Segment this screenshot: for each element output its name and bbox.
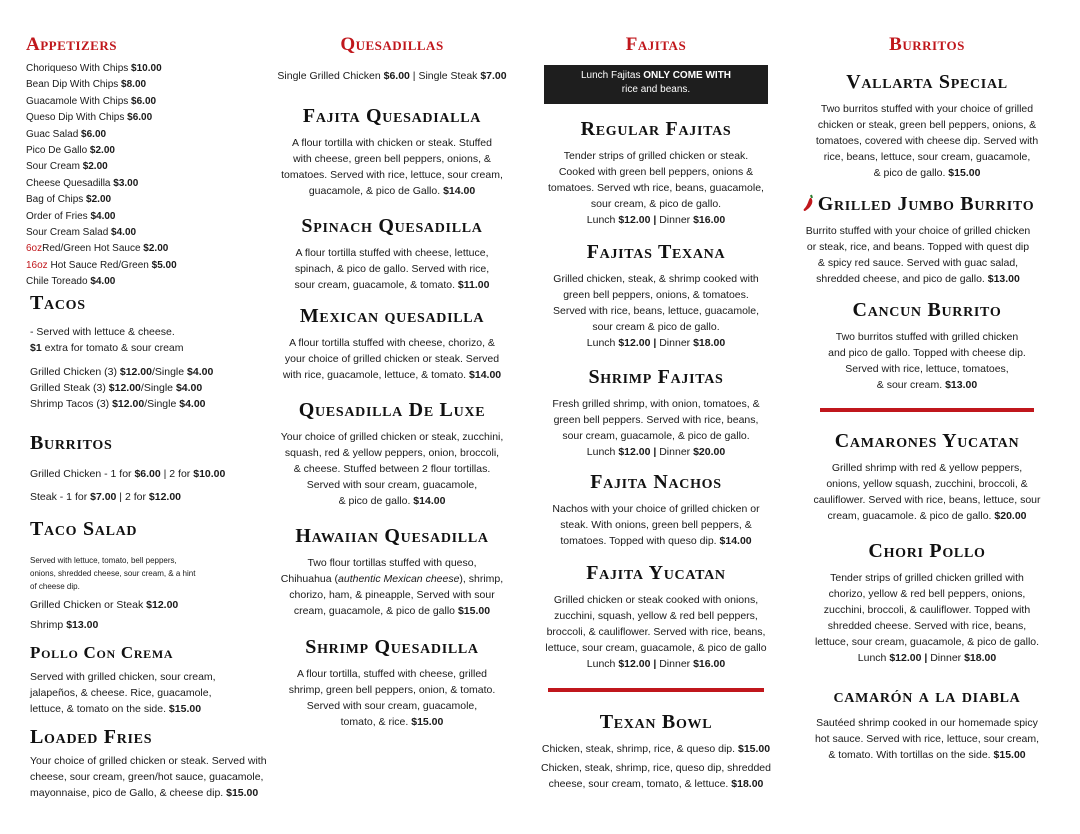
list-item: Guac Salad $6.00	[26, 128, 107, 140]
item-desc: A flour tortilla with chicken or steak. Stuffed with cheese, green bell peppers, onions, & tomatoes. Served with rice, lettuce, sour cream, guacamole, & pico de Gallo. $14.00	[281, 137, 503, 197]
list-item: Guacamole With Chips $6.00	[26, 95, 157, 107]
column-appetizers	[26, 0, 276, 834]
item-desc: Tender strips of grilled chicken or steak. Cooked with green bell peppers, onions & tomatoes. Served wth rice, beans, guacamole, sour cream, & pico de gallo. Lunch $12.00 | Dinner $16.00	[548, 150, 764, 226]
list-item: Sour Cream Salad $4.00	[26, 227, 137, 239]
item-desc: Sautéed shrimp cooked in our homemade spicy hot sauce. Served with rice, lettuce, sour cream, & tomato. With tortillas on the side. $15.00	[814, 717, 1040, 761]
item-title: Fajita Nachos	[590, 471, 722, 493]
menu-item-hawaiian-quesadilla	[270, 523, 514, 619]
quesadillas-heading: Quesadillas	[340, 34, 444, 55]
list-item: Grilled Chicken (3) $12.00/Single $4.00	[30, 366, 214, 378]
desc-line: of cheese dip.	[30, 582, 80, 591]
menu-item-texan-bowl	[536, 709, 776, 792]
menu-item-fajitas-texana	[538, 239, 774, 351]
column-burritos-specials	[804, 0, 1050, 834]
list-item: Sour Cream $2.00	[26, 161, 108, 173]
menu-item-vallarta-special	[804, 69, 1050, 181]
list-item: Grilled Steak (3) $12.00/Single $4.00	[30, 382, 203, 394]
section-divider	[820, 408, 1034, 412]
item-desc: Two burritos stuffed with grilled chicken and pico de gallo. Topped with cheese dip. Served with rice, lettuce, tomatoes, & sour cream. $13.00	[828, 331, 1026, 391]
item-desc: Chicken, steak, shrimp, rice, & queso dip. $15.00 Chicken, steak, shrimp, rice, queso dip, shredded cheese, sour cream, tomato, & lettuce. $18.00	[541, 743, 771, 790]
list-item: Choriqueso With Chips $10.00	[26, 63, 162, 74]
item-desc: A flour tortilla, stuffed with cheese, grilled shrimp, green bell peppers, onion, & tomato. Served with sour cream, guacamole, tomato, & rice. $15.00	[288, 668, 496, 728]
menu-item-fajita-quesadilla	[270, 103, 514, 199]
item-title: Shrimp Fajitas	[588, 366, 724, 388]
fajitas-heading: Fajitas	[625, 34, 687, 55]
lunch-fajitas-banner: Lunch Fajitas ONLY COME WITH rice and beans.	[544, 65, 768, 104]
desc-line: onions, shredded cheese, sour cream, & a hint	[30, 569, 196, 578]
desc-line: lettuce, & tomato on the side. $15.00	[30, 703, 202, 715]
tacos-list	[30, 364, 280, 412]
item-desc: Grilled chicken or steak cooked with onions, zucchini, squash, yellow & red bell peppers, broccoli, & cauliflower. Served with rice, beans, lettuce, sour cream, guacamole, & pico de gallo Lunch $12.00 | Dinner $16.00	[545, 594, 767, 670]
list-item: Bean Dip With Chips $8.00	[26, 79, 147, 91]
burritos-specials-heading: Burritos	[889, 34, 965, 55]
quesadillas-single-prices: Single Grilled Chicken $6.00 | Single Steak $7.00	[277, 70, 507, 82]
item-desc: A flour tortilla stuffed with cheese, lettuce, spinach, & pico de gallo. Served with rice, sour cream, guacamole, & tomato. $11.00	[294, 247, 490, 291]
item-title: Fajita Yucatan	[586, 562, 726, 584]
burritos-steak-line: Steak - 1 for $7.00 | 2 for $12.00	[30, 491, 182, 503]
menu-item-camaron-a-la-diabla	[804, 683, 1050, 763]
loaded-fries-desc	[30, 753, 280, 801]
item-title: Chori Pollo	[868, 540, 986, 562]
burritos-heading: Burritos	[30, 432, 113, 454]
item-title: Cancun Burrito	[852, 299, 1002, 321]
list-item: Pico De Gallo $2.00	[26, 145, 115, 157]
item-desc: Fresh grilled shrimp, with onion, tomatoes, & green bell peppers. Served with rice, beans, sour cream, guacamole, & pico de gallo. Lunch $12.00 | Dinner $20.00	[552, 398, 760, 458]
item-title: Fajita Quesadialla	[302, 105, 482, 127]
menu-item-camarones-yucatan	[798, 428, 1056, 524]
desc-line: Served with grilled chicken, sour cream,	[30, 671, 216, 683]
list-item: Bag of Chips $2.00	[26, 194, 112, 206]
section-divider	[548, 688, 764, 692]
item-title: Quesadilla De Luxe	[298, 399, 486, 421]
appetizers-heading: Appetizers	[26, 34, 117, 55]
menu-item-mexican-quesadilla	[270, 303, 514, 383]
column-quesadillas	[270, 0, 514, 834]
item-desc: Two flour tortillas stuffed with queso, Chihuahua (authentic Mexican cheese), shrimp, chorizo, ham, & pineapple, Served with sour cream, guacamole, & pico de gallo $15.00	[280, 557, 504, 617]
list-item: 6ozRed/Green Hot Sauce $2.00	[26, 243, 169, 255]
menu-item-quesadilla-de-luxe	[270, 397, 514, 509]
taco-salad-line-1: Grilled Chicken or Steak $12.00	[30, 599, 179, 611]
desc-line: jalapeños, & cheese. Rice, guacamole,	[30, 687, 212, 699]
item-title: Vallarta Special	[846, 71, 1008, 93]
loaded-fries-heading: Loaded Fries	[30, 726, 153, 748]
tacos-note-1: - Served with lettuce & cheese.	[30, 326, 175, 338]
burritos-chicken-line: Grilled Chicken - 1 for $6.00 | 2 for $10.00	[30, 468, 226, 480]
menu-item-fajita-nachos	[538, 469, 774, 549]
tacos-note-2: $1 extra for tomato & sour cream	[30, 342, 184, 354]
item-desc: Your choice of grilled chicken or steak, zucchini, squash, red & yellow peppers, onion, broccoli, & cheese. Stuffed between 2 flour tortillas. Served with sour cream, guacamole, & pico de gallo. $14.00	[280, 431, 504, 507]
item-title: Regular Fajitas	[580, 118, 732, 140]
item-title: Texan Bowl	[599, 711, 713, 733]
menu-item-shrimp-quesadilla	[270, 634, 514, 730]
column-fajitas	[541, 0, 771, 834]
menu-item-cancun-burrito	[804, 297, 1050, 393]
item-title: Hawaiian Quesadilla	[295, 525, 489, 547]
item-desc: Grilled shrimp with red & yellow peppers, onions, yellow squash, zucchini, broccoli, & cauliflower. Served with rice, beans, lettuce, sour cream, guacamole. & pico de gallo. $20.00	[813, 462, 1041, 522]
menu-item-regular-fajitas	[538, 116, 774, 228]
item-title: Shrimp Quesadilla	[305, 636, 479, 658]
taco-salad-heading: Taco Salad	[30, 518, 138, 540]
menu-item-shrimp-fajitas	[538, 364, 774, 460]
item-title: Camarones Yucatan	[834, 430, 1020, 452]
item-title: camarón a la diabla	[833, 685, 1021, 707]
desc-line: mayonnaise, pico de Gallo, & cheese dip. $15.00	[30, 787, 259, 799]
menu-item-chori-pollo	[804, 538, 1050, 666]
item-title: Fajitas Texana	[586, 241, 726, 263]
chili-pepper-icon	[802, 193, 816, 213]
desc-line: Your choice of grilled chicken or steak. Served with	[30, 755, 267, 767]
item-desc: Burrito stuffed with your choice of grilled chicken or steak, rice, and beans. Topped with quest dip & spicy red sauce. Served with guac salad, shredded cheese, and pico de gallo. $13.00	[805, 225, 1031, 285]
pollo-heading: Pollo Con Crema	[30, 643, 174, 662]
desc-line: Served with lettuce, tomato, bell peppers,	[30, 556, 177, 565]
item-title: Spinach Quesadilla	[301, 215, 483, 237]
tacos-heading: Tacos	[30, 292, 86, 314]
menu-item-grilled-jumbo-burrito	[778, 191, 1058, 287]
item-title: Mexican quesadilla	[299, 305, 485, 327]
pollo-desc	[30, 669, 280, 717]
appetizers-list	[26, 61, 276, 291]
item-desc: Two burritos stuffed with your choice of grilled chicken or steak, green bell peppers, onions, & tomatoes, covered with cheese dip. Served with rice, beans, lettuce, sour cream, guacamole, & pico de gallo. $15.00	[815, 103, 1039, 179]
desc-line: cheese, sour cream, green/hot sauce, guacamole,	[30, 771, 264, 783]
list-item: Order of Fries $4.00	[26, 210, 116, 222]
item-desc: Tender strips of grilled chicken grilled with chorizo, yellow & red bell peppers, onions, zucchini, broccoli, & cauliflower. Topped with shredded cheese. Served with rice, beans, lettuce, sour cream, guacamole, & pico de gallo. Lunch $12.00 | Dinner $18.00	[814, 572, 1040, 664]
item-desc: Grilled chicken, steak, & shrimp cooked with green bell peppers, onions, & tomatoes. Served with rice, beans, lettuce, guacamole, sour cream & pico de gallo. Lunch $12.00 | Dinner $18.00	[552, 273, 760, 349]
list-item: Shrimp Tacos (3) $12.00/Single $4.00	[30, 398, 206, 410]
list-item: Queso Dip With Chips $6.00	[26, 112, 153, 124]
list-item: Chile Toreado $4.00	[26, 276, 116, 288]
tacos-notes	[30, 324, 280, 356]
menu-item-spinach-quesadilla	[270, 213, 514, 293]
item-desc: Nachos with your choice of grilled chicken or steak. With onions, green bell peppers, & tomatoes. Topped with queso dip. $14.00	[552, 503, 760, 547]
item-title: Grilled Jumbo Burrito	[778, 191, 1058, 217]
item-desc: A flour tortilla stuffed with cheese, chorizo, & your choice of grilled chicken or steak. Served with rice, guacamole, lettuce, & tomato. $14.00	[282, 337, 502, 381]
taco-salad-desc	[30, 554, 195, 593]
list-item: 16oz Hot Sauce Red/Green $5.00	[26, 259, 177, 271]
menu-item-fajita-yucatan	[538, 560, 774, 672]
taco-salad-line-2: Shrimp $13.00	[30, 619, 99, 631]
list-item: Cheese Quesadilla $3.00	[26, 177, 139, 189]
